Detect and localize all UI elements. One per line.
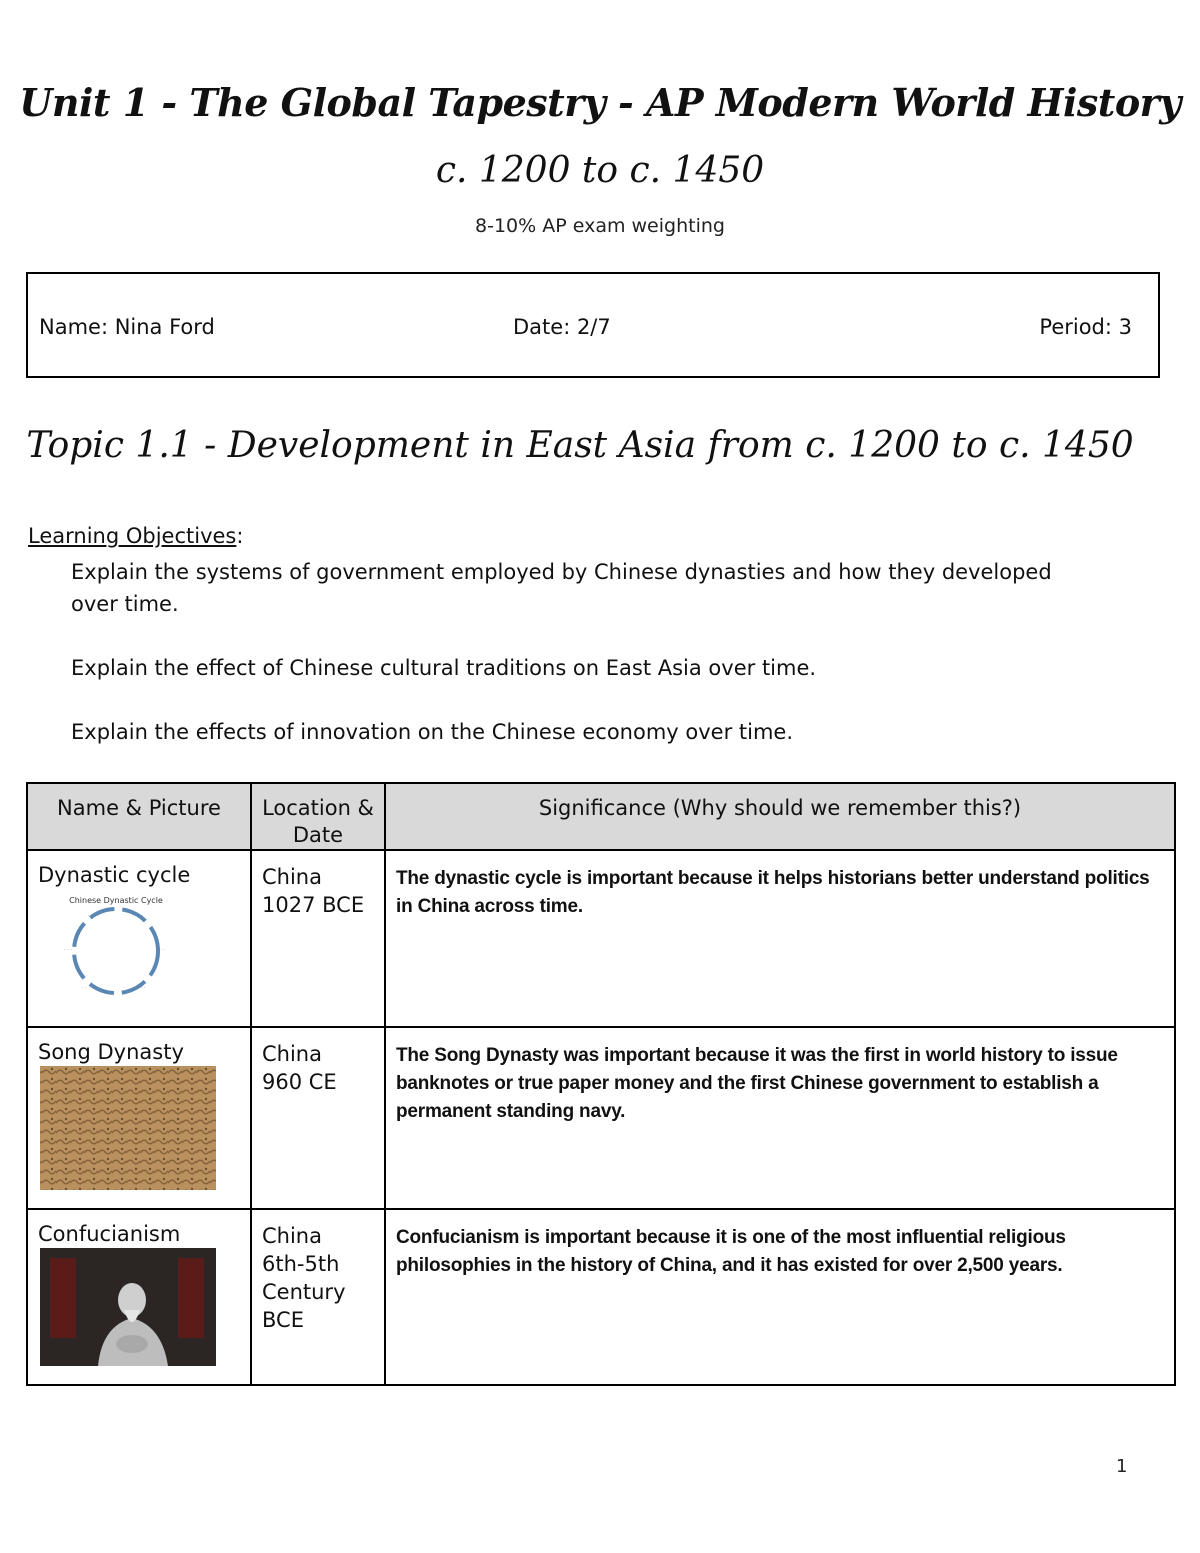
learning-objectives-heading	[28, 524, 243, 548]
svg-text:· · · ·: · · · ·	[88, 913, 100, 919]
significance-text: Confucianism is important because it is one of the most influential religious philosophies in the history of China, and it has existed for over 2,500 years.	[396, 1227, 1066, 1276]
objective-item: Explain the systems of government employed by Chinese dynasties and how they developed over time.	[71, 560, 1052, 616]
significance-text: The Song Dynasty was important because it was the first in world history to issue banknotes or true paper money and the first Chinese government to establish a permanent standing navy.	[396, 1045, 1118, 1122]
header-significance: Significance (Why should we remember this?)	[385, 783, 1175, 850]
location-date-cell	[251, 850, 385, 1027]
svg-text:· · ·: · · ·	[156, 947, 164, 953]
row-name: Confucianism	[38, 1222, 181, 1246]
name-picture-cell	[27, 850, 251, 1027]
class-period: Period: 3	[1039, 315, 1132, 339]
significance-cell	[385, 1027, 1175, 1209]
location-date-cell	[251, 1209, 385, 1385]
notes-table	[26, 782, 1176, 1386]
song-dynasty-painting-image	[28, 1066, 250, 1190]
table-header-row	[27, 783, 1175, 850]
table-row	[27, 1209, 1175, 1385]
row-location	[252, 1210, 384, 1334]
svg-text:· · · ·: · · · ·	[134, 985, 146, 991]
location-date-cell	[251, 1027, 385, 1209]
row-location	[252, 851, 384, 919]
svg-text:· · · ·: · · · ·	[82, 985, 94, 991]
table-row	[27, 850, 1175, 1027]
significance-cell	[385, 850, 1175, 1027]
objective-item: Explain the effect of Chinese cultural traditions on East Asia over time.	[71, 656, 817, 680]
name-picture-cell	[27, 1027, 251, 1209]
confucius-statue-image	[28, 1248, 250, 1368]
header-location-date: Location & Date	[251, 783, 385, 850]
topic-heading: Topic 1.1 - Development in East Asia from c. 1200 to c. 1450	[26, 425, 1134, 466]
date-text: 1027 BCE	[262, 893, 365, 917]
location-text: China	[262, 1042, 322, 1066]
date-range-subtitle: c. 1200 to c. 1450	[435, 150, 765, 191]
student-info-box	[26, 272, 1160, 378]
table-row	[27, 1027, 1175, 1209]
svg-text:· · ·: · · ·	[64, 947, 72, 953]
page-number: 1	[1116, 1456, 1128, 1477]
learning-objectives-label: Learning Objectives	[28, 524, 237, 548]
unit-title: Unit 1 - The Global Tapestry - AP Modern World History	[19, 80, 1181, 125]
date-text: 960 CE	[262, 1070, 337, 1094]
significance-cell	[385, 1209, 1175, 1385]
dynastic-cycle-diagram-image	[28, 893, 250, 1005]
location-text: China	[262, 1224, 322, 1248]
diagram-caption: Chinese Dynastic Cycle	[69, 896, 163, 905]
learning-objectives-colon: :	[236, 524, 244, 548]
student-name: Name: Nina Ford	[39, 315, 215, 339]
row-name: Dynastic cycle	[38, 863, 191, 887]
exam-weighting: 8-10% AP exam weighting	[475, 215, 725, 237]
row-name: Song Dynasty	[38, 1040, 184, 1064]
row-location	[252, 1028, 384, 1096]
date-text: 6th-5th Century BCE	[262, 1252, 346, 1332]
objective-item: Explain the effects of innovation on the Chinese economy over time.	[71, 720, 794, 744]
significance-text: The dynastic cycle is important because it helps historians better understand politics in China across time.	[396, 868, 1150, 917]
header-name-picture: Name & Picture	[27, 783, 251, 850]
location-text: China	[262, 865, 322, 889]
assignment-date: Date: 2/7	[513, 315, 611, 339]
svg-text:· · · ·: · · · ·	[132, 913, 144, 919]
name-picture-cell	[27, 1209, 251, 1385]
